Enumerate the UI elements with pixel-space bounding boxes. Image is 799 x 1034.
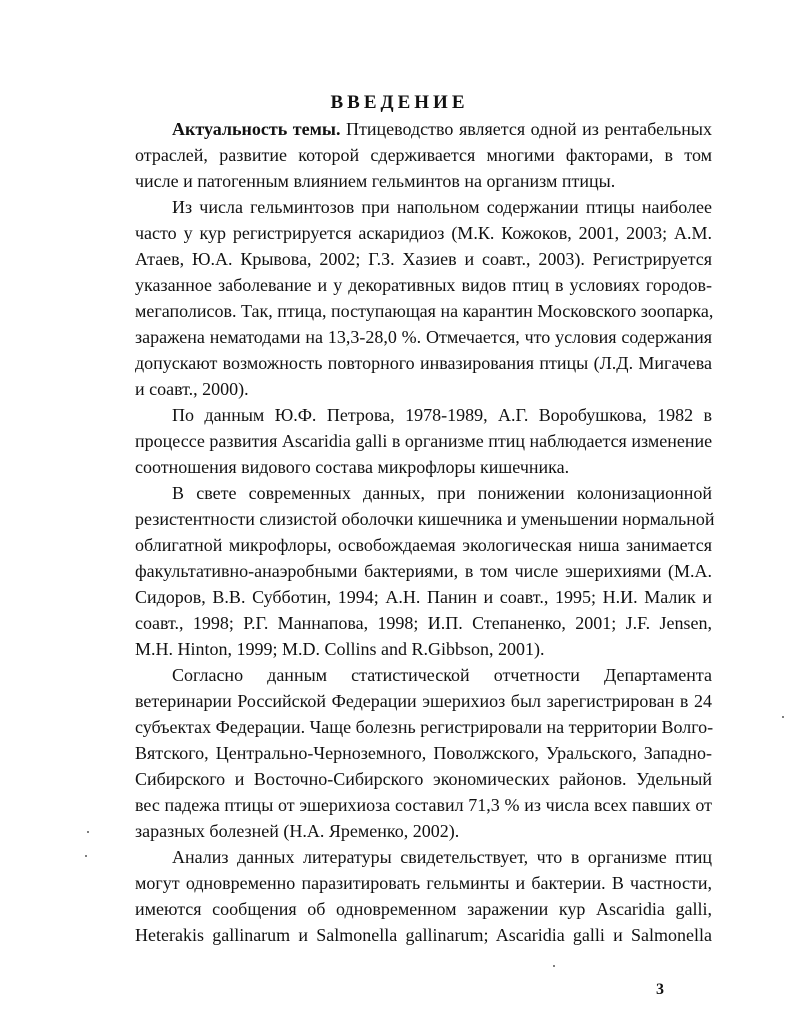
page-number: 3 (656, 981, 664, 998)
paragraph-line: заражена нематодами на 13,3-28,0 %. Отмечается, что условия содержания (135, 327, 712, 347)
page-title: ВВЕДЕНИЕ (330, 92, 469, 113)
paragraph-line: заразных болезней (Н.А. Яременко, 2002). (135, 821, 460, 841)
paragraph-line: отраслей, развитие которой сдерживается многими факторами, в том (135, 145, 712, 165)
paragraph-line (172, 117, 712, 141)
paragraph-line: В свете современных данных, при понижении колонизационной (172, 483, 712, 503)
section-lead: Актуальность темы. (172, 119, 341, 139)
scan-speck (85, 855, 87, 857)
paragraph-line: субъектах Федерации. Чаще болезнь регистрировали на территории Волго- (135, 717, 714, 737)
scan-speck (553, 965, 555, 967)
paragraph-line: ветеринарии Российской Федерации эшерихиоз был зарегистрирован в 24 (135, 691, 712, 711)
paragraph-line: мегаполисов. Так, птица, поступающая на карантин Московского зоопарка, (135, 301, 714, 321)
lead-continuation: Птицеводство является одной из рентабельных (340, 119, 712, 139)
paragraph-line: облигатной микрофлоры, освобождаемая экологическая ниша занимается (135, 535, 712, 555)
paragraph-line: имеются сообщения об одновременном заражении кур Ascaridia galli, (135, 899, 712, 919)
paragraph-line: Сибирского и Восточно-Сибирского экономических районов. Удельный (135, 769, 712, 789)
paragraph-line: факультативно-анаэробными бактериями, в том числе эшерихиями (М.А. (135, 561, 712, 581)
paragraph-line: и соавт., 2000). (135, 379, 249, 399)
paragraph-line: допускают возможность повторного инвазирования птицы (Л.Д. Мигачева (135, 353, 712, 373)
paragraph-line: могут одновременно паразитировать гельминты и бактерии. В частности, (135, 873, 712, 893)
paragraph-line: Анализ данных литературы свидетельствует, что в организме птиц (172, 847, 712, 867)
paragraph-line: резистентности слизистой оболочки кишечника и уменьшении нормальной (135, 509, 715, 529)
paragraph-line: часто у кур регистрируется аскаридиоз (М.К. Кожоков, 2001, 2003; А.М. (135, 223, 712, 243)
paragraph-line: процессе развития Ascaridia galli в организме птиц наблюдается изменение (135, 431, 713, 451)
scan-speck (782, 716, 784, 718)
paragraph-line: числе и патогенным влиянием гельминтов на организм птицы. (135, 171, 616, 191)
paragraph-line: вес падежа птицы от эшерихиоза составил 71,3 % из числа всех павших от (135, 795, 712, 815)
paragraph-line: Атаев, Ю.А. Крывова, 2002; Г.З. Хазиев и соавт., 2003). Регистрируется (135, 249, 712, 269)
paragraph-line: соотношения видового состава микрофлоры кишечника. (135, 457, 570, 477)
paragraph-line: Вятского, Центрально-Черноземного, Поволжского, Уральского, Западно- (135, 743, 712, 763)
paragraph-line: указанное заболевание и у декоративных видов птиц в условиях городов- (135, 275, 712, 295)
paragraph-line: По данным Ю.Ф. Петрова, 1978-1989, А.Г. Воробушкова, 1982 в (172, 405, 712, 425)
paragraph-line: M.H. Hinton, 1999; M.D. Collins and R.Gibbson, 2001). (135, 639, 545, 659)
paragraph-line: Согласно данным статистической отчетности Департамента (172, 665, 712, 685)
paragraph-line: Из числа гельминтозов при напольном содержании птицы наиболее (172, 197, 712, 217)
scan-speck (87, 831, 89, 833)
paragraph-line: Heterakis gallinarum и Salmonella gallinarum; Ascaridia galli и Salmonella (135, 925, 712, 945)
paragraph-line: соавт., 1998; Р.Г. Маннапова, 1998; И.П. Степаненко, 2001; J.F. Jensen, (135, 613, 712, 633)
paragraph-line: Сидоров, В.В. Субботин, 1994; А.Н. Панин и соавт., 1995; Н.И. Малик и (135, 587, 712, 607)
